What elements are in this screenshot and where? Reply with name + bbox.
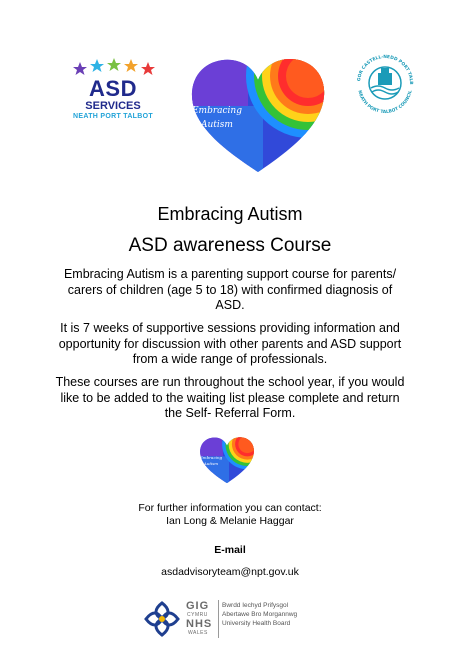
council-bottom-text: NEATH PORT TALBOT COUNCIL xyxy=(356,89,414,116)
nhs-text: NHS xyxy=(186,618,213,630)
contact-names: Ian Long & Melanie Haggar xyxy=(166,515,294,527)
referral-paragraph: These courses are run throughout the school year, if you would like to be added to the waiting list please complete and return the Self- Referral Form. xyxy=(55,375,405,420)
services-word: SERVICES xyxy=(85,100,141,112)
asd-location: NEATH PORT TALBOT xyxy=(73,113,153,120)
page-subtitle: ASD awareness Course xyxy=(128,235,332,256)
board-line3: University Health Board xyxy=(222,620,291,627)
celtic-knot-icon xyxy=(142,599,182,639)
heart-caption-line1: Embracing xyxy=(191,106,242,116)
svg-text:NEATH PORT TALBOT COUNCIL xyxy=(356,90,413,116)
small-heart-caption xyxy=(198,455,224,467)
nhs-logo xyxy=(142,598,322,640)
health-board-name xyxy=(222,601,297,628)
sessions-paragraph: It is 7 weeks of supportive sessions providing information and opportunity for discussion with other parents and ASD support from a wide range of professionals. xyxy=(58,321,402,366)
gig-text: GIG xyxy=(186,600,210,612)
logo-divider xyxy=(218,600,219,638)
contact-intro: For further information you can contact: xyxy=(138,502,322,514)
intro-paragraph: Embracing Autism is a parenting support course for parents/ carers of children (age 5 to 18) with confirmed diagnosis of ASD. xyxy=(63,267,397,312)
heart-caption xyxy=(190,104,244,132)
asd-word: ASD xyxy=(89,76,137,101)
asd-services-logo xyxy=(68,58,158,128)
council-top-text: GOR CASTELL-NEDD PORT TALB xyxy=(357,55,414,85)
page-title: Embracing Autism xyxy=(157,204,303,224)
small-heart-line2: Autism xyxy=(203,461,219,466)
email-address[interactable]: asdadvisoryteam@npt.gov.uk xyxy=(161,566,299,578)
small-heart-line1: Embracing xyxy=(199,455,223,460)
council-logo xyxy=(350,48,420,118)
heart-caption-line2: Autism xyxy=(201,120,233,130)
board-line1: Bwrdd Iechyd Prifysgol xyxy=(222,602,289,609)
cymru-text: CYMRU xyxy=(187,612,208,618)
wales-text: WALES xyxy=(188,630,208,636)
board-line2: Abertawe Bro Morgannwg xyxy=(222,611,298,618)
email-label: E-mail xyxy=(214,544,246,556)
